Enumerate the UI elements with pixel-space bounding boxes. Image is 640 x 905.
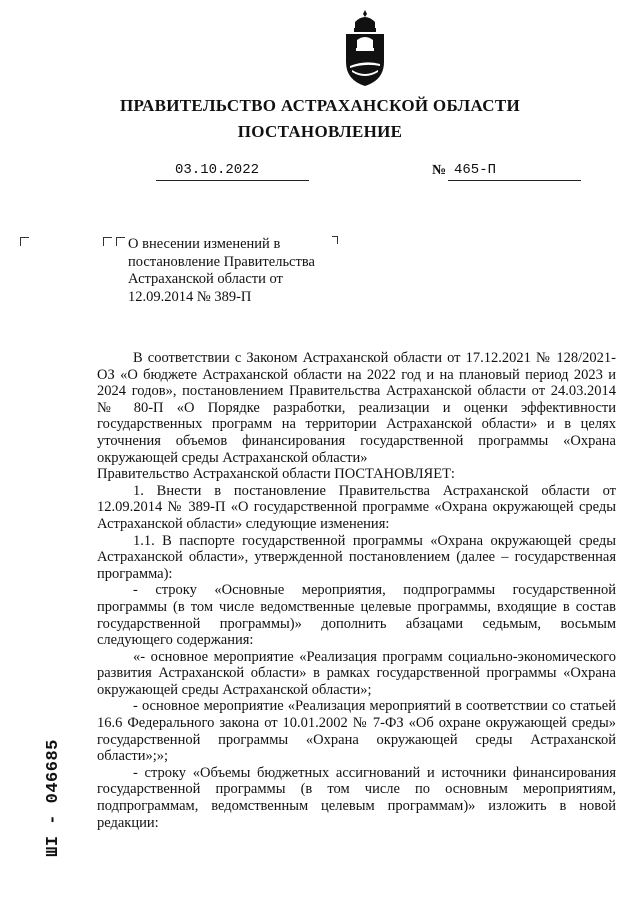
corner-mark-left — [20, 237, 29, 246]
body-paragraph: - строку «Основные мероприятия, подпрограммы государственной программы (в том числе ведомственные целевые программы, входящие в состав государственной программы)» дополнить абзацами седьмым, восьмым следующего содержания: — [97, 582, 616, 649]
body-paragraph: «- основное мероприятие «Реализация программ социально-экономического развития Астраханской области» в рамках государственной программы «Охрана окружающей среды Астраханской области»; — [97, 648, 616, 698]
number-underline — [448, 180, 581, 181]
corner-mark-subject-2 — [116, 237, 125, 246]
body-paragraph: Правительство Астраханской области ПОСТАНОВЛЯЕТ: — [97, 466, 455, 483]
number-label: № — [432, 163, 447, 178]
document-date: 03.10.2022 — [175, 162, 260, 178]
document-subject: О внесении изменений в постановление Правительства Астраханской области от 12.09.2014 № 389-П — [128, 236, 315, 305]
side-registration-stamp: ШI - 046685 — [44, 739, 63, 857]
date-underline — [156, 180, 309, 181]
body-paragraph: 1.1. В паспорте государственной программы «Охрана окружающей среды Астраханской области», утвержденной постановлением (далее – государственная программа): — [97, 532, 616, 582]
coat-of-arms-icon — [340, 8, 390, 90]
body-paragraph: В соответствии с Законом Астраханской области от 17.12.2021 № 128/2021-ОЗ «О бюджете Астраханской области на 2022 год и на плановый период 2023 и 2024 годов», постановлением Правительства Астраханской области от 24.03.2014 № 80-П «О Порядке разработки, реализации и оценки эффективности государственных программ на территории Астраханской области» и в целях уточнения объемов финансирования государственной программы «Охрана окружающей среды Астраханской области» — [97, 350, 616, 466]
body-paragraph: - основное мероприятие «Реализация мероприятий в соответствии со статьей 16.6 Федерального закона от 10.01.2002 № 7-ФЗ «Об охране окружающей среды» государственной программы «Охрана окружающей среды Астраханской области»;»; — [97, 698, 616, 765]
body-paragraph: 1. Внести в постановление Правительства Астраханской области от 12.09.2014 № 389-П «О государственной программе «Охрана окружающей среды Астраханской области» следующие изменения: — [97, 482, 616, 532]
body-paragraph: - строку «Объемы бюджетных ассигнований и источники финансирования государственной программы (в том числе по основным мероприятиям, подпрограммам, ведомственным целевым программам)» изложить в новой редакции: — [97, 764, 616, 831]
corner-mark-subject-1 — [103, 237, 112, 246]
document-body — [97, 350, 616, 831]
org-title: ПРАВИТЕЛЬСТВО АСТРАХАНСКОЙ ОБЛАСТИ — [120, 96, 520, 115]
doc-type-title: ПОСТАНОВЛЕНИЕ — [237, 122, 403, 141]
document-number: 465-П — [454, 162, 497, 178]
